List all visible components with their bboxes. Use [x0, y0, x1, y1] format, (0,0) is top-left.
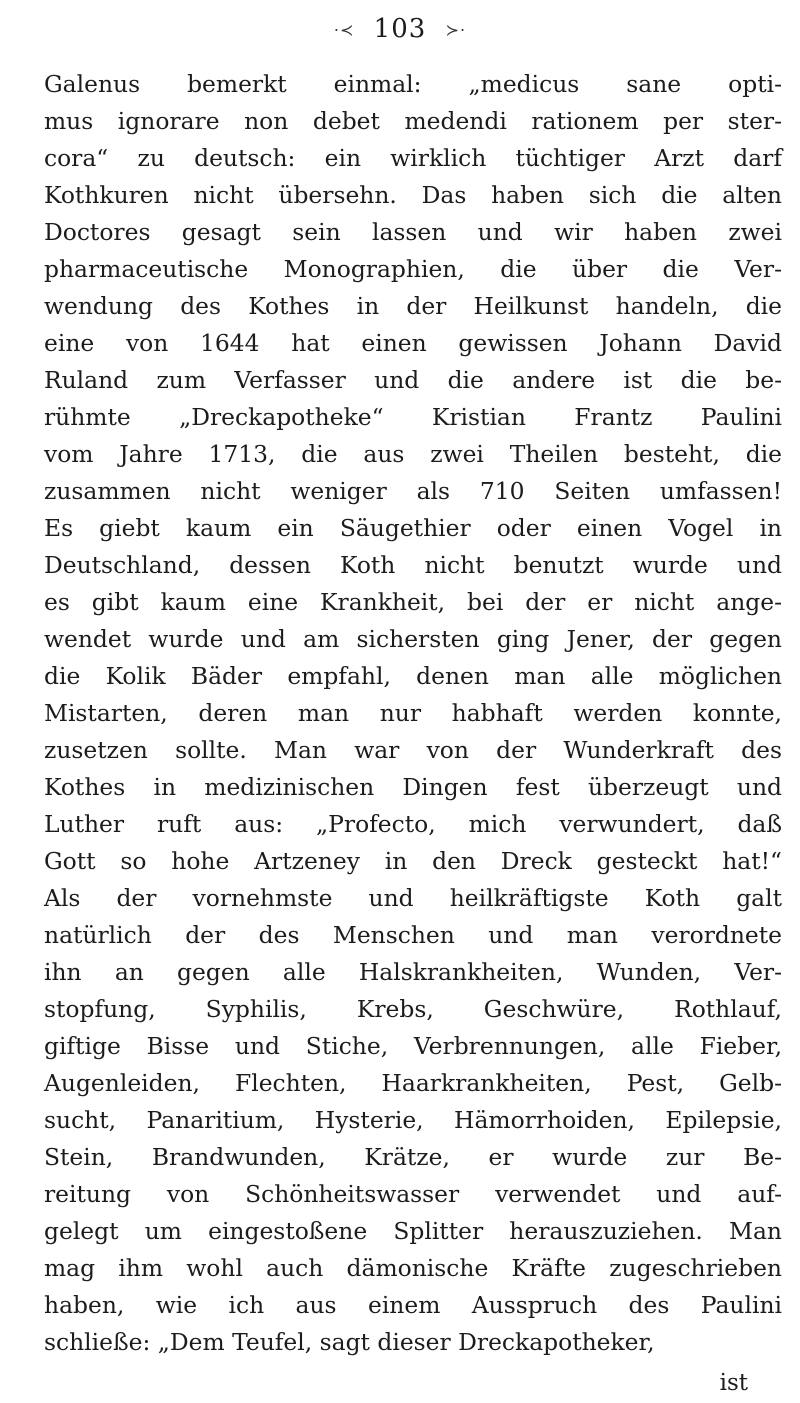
text-line: die Kolik Bäder empfahl, denen man alle möglichen	[44, 662, 782, 690]
page-header	[0, 14, 800, 54]
text-line: zusammen nicht weniger als 710 Seiten umfassen!	[44, 477, 782, 505]
text-line: vom Jahre 1713, die aus zwei Theilen besteht, die	[44, 440, 782, 468]
text-line: es gibt kaum eine Krankheit, bei der er nicht ange-	[44, 588, 782, 616]
text-line: Gott so hohe Artzeney in den Dreck gesteckt hat!“	[44, 847, 782, 875]
text-line: pharmaceutische Monographien, die über die Ver-	[44, 255, 782, 283]
text-line: schließe: „Dem Teufel, sagt dieser Dreckapotheker,	[44, 1328, 655, 1356]
text-line: Stein, Brandwunden, Krätze, er wurde zur Be-	[44, 1143, 782, 1171]
text-line: zusetzen sollte. Man war von der Wunderkraft des	[44, 736, 782, 764]
text-line: mag ihm wohl auch dämonische Kräfte zugeschrieben	[44, 1254, 782, 1282]
text-line: eine von 1644 hat einen gewissen Johann David	[44, 329, 782, 357]
text-line: ihn an gegen alle Halskrankheiten, Wunden, Ver-	[44, 958, 782, 986]
catchword: ist	[719, 1370, 748, 1396]
text-line: haben, wie ich aus einem Ausspruch des Paulini	[44, 1291, 782, 1319]
text-line: stopfung, Syphilis, Krebs, Geschwüre, Rothlauf,	[44, 995, 782, 1023]
text-line: wendet wurde und am sichersten ging Jener, der gegen	[44, 625, 782, 653]
ornament-right: ≻·	[445, 20, 467, 40]
text-line: Es giebt kaum ein Säugethier oder einen Vogel in	[44, 514, 782, 542]
text-line: Doctores gesagt sein lassen und wir haben zwei	[44, 218, 782, 246]
text-line: Galenus bemerkt einmal: „medicus sane opti-	[44, 70, 782, 98]
page-number: 103	[373, 14, 427, 44]
body-text	[44, 66, 782, 1361]
ornament-left: ·≺	[333, 20, 355, 40]
text-line: mus ignorare non debet medendi rationem per ster-	[44, 107, 782, 135]
text-line: Kothkuren nicht übersehn. Das haben sich die alten	[44, 181, 782, 209]
text-line: Mistarten, deren man nur habhaft werden konnte,	[44, 699, 782, 727]
text-line: Kothes in medizinischen Dingen fest überzeugt und	[44, 773, 782, 801]
text-line: rühmte „Dreckapotheke“ Kristian Frantz Paulini	[44, 403, 782, 431]
text-line: gelegt um eingestoßene Splitter herauszuziehen. Man	[44, 1217, 782, 1245]
text-line: Als der vornehmste und heilkräftigste Koth galt	[44, 884, 782, 912]
text-line: sucht, Panaritium, Hysterie, Hämorrhoiden, Epilepsie,	[44, 1106, 782, 1134]
text-line: cora“ zu deutsch: ein wirklich tüchtiger Arzt darf	[44, 144, 782, 172]
text-line: wendung des Kothes in der Heilkunst handeln, die	[44, 292, 782, 320]
text-line: Ruland zum Verfasser und die andere ist die be-	[44, 366, 782, 394]
text-line: Augenleiden, Flechten, Haarkrankheiten, Pest, Gelb-	[44, 1069, 782, 1097]
text-line: giftige Bisse und Stiche, Verbrennungen, alle Fieber,	[44, 1032, 782, 1060]
text-line: reitung von Schönheitswasser verwendet und auf-	[44, 1180, 782, 1208]
text-line: natürlich der des Menschen und man verordnete	[44, 921, 782, 949]
text-line: Deutschland, dessen Koth nicht benutzt wurde und	[44, 551, 782, 579]
text-line: Luther ruft aus: „Profecto, mich verwundert, daß	[44, 810, 782, 838]
